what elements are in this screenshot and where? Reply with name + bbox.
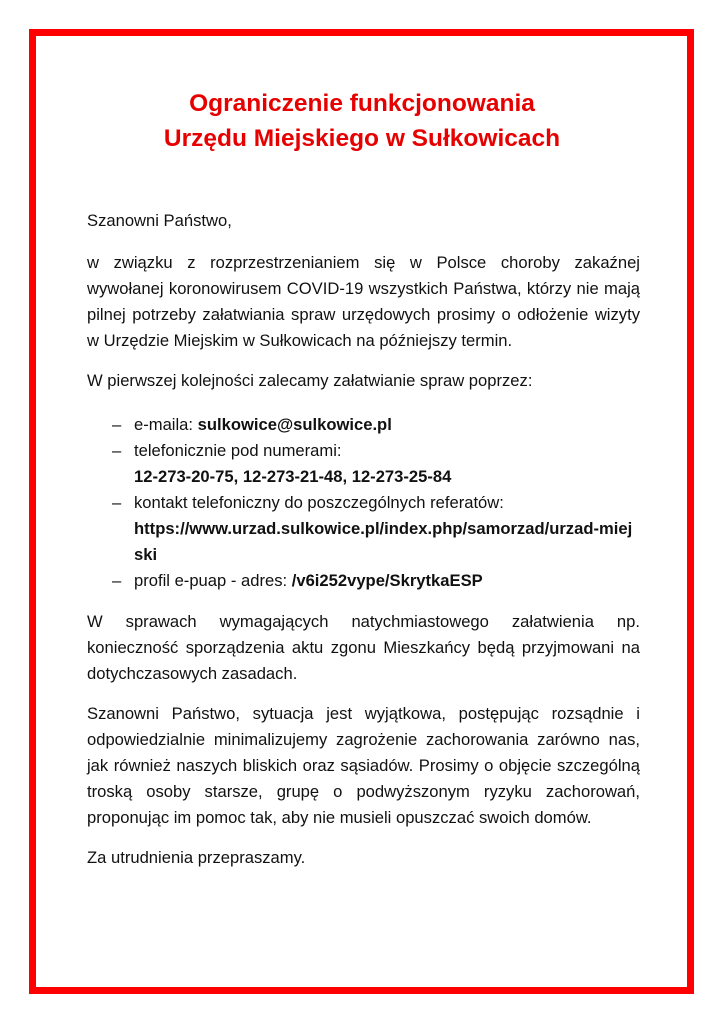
email-label: e-maila: xyxy=(134,415,198,434)
title-line-1: Ograniczenie funkcjonowania xyxy=(189,90,535,117)
list-item-phone xyxy=(87,438,640,490)
page-title xyxy=(40,86,684,156)
dash-bullet-icon: – xyxy=(112,415,122,434)
email-link[interactable]: sulkowice@sulkowice.pl xyxy=(197,415,392,434)
greeting: Szanowni Państwo, xyxy=(87,211,232,230)
list-item-epuap xyxy=(87,568,640,594)
paragraph-urgent-matters: W sprawach wymagających natychmiastowego załatwienia np. konieczność sporządzenia aktu zgonu Mieszkańcy będą przyjmowani na dotychczasowych zasadach. xyxy=(87,612,640,683)
dash-bullet-icon: – xyxy=(112,441,122,460)
notice-body xyxy=(87,208,640,871)
paragraph-restriction: w związku z rozprzestrzenianiem się w Polsce choroby zakaźnej wywołanej koronowirusem COVID-19 wszystkich Państwa, którzy nie mają pilnej potrzeby załatwiania spraw urzędowych prosimy o odłożenie wizyty w Urzędzie Miejskim w Sułkowicach na późniejszy termin. xyxy=(87,253,640,350)
epuap-label: profil e-puap - adres: xyxy=(134,571,292,590)
phone-label: telefonicznie pod numerami: xyxy=(134,441,342,460)
paragraph-appeal: Szanowni Państwo, sytuacja jest wyjątkowa, postępując rozsądnie i odpowiedzialnie minimalizujemy zagrożenie zachorowania zarówno nas, jak również naszych bliskich oraz sąsiadów. Prosimy o objęcie szczególną troską osoby starsze, grupę o podwyższonym ryzyku zachorowań, proponując im pomoc tak, aby nie musieli opuszczać swoich domów. xyxy=(87,704,640,827)
list-item-departments xyxy=(87,490,640,568)
title-line-2: Urzędu Miejskiego w Sułkowicach xyxy=(163,125,561,152)
dash-bullet-icon: – xyxy=(112,493,122,512)
departments-url-link[interactable]: https://www.urzad.sulkowice.pl/index.php/samorzad/urzad-miejski xyxy=(134,519,633,564)
departments-label: kontakt telefoniczny do poszczególnych referatów: xyxy=(134,493,504,512)
paragraph-contact-intro: W pierwszej kolejności zalecamy załatwianie spraw poprzez: xyxy=(87,371,533,390)
phone-numbers[interactable]: 12-273-20-75, 12-273-21-48, 12-273-25-84 xyxy=(134,467,452,486)
contact-methods-list xyxy=(87,412,640,594)
epuap-address[interactable]: /v6i252vype/SkrytkaESP xyxy=(291,571,483,590)
list-item-email xyxy=(87,412,640,438)
closing-apology: Za utrudnienia przepraszamy. xyxy=(87,848,306,867)
dash-bullet-icon: – xyxy=(112,571,122,590)
